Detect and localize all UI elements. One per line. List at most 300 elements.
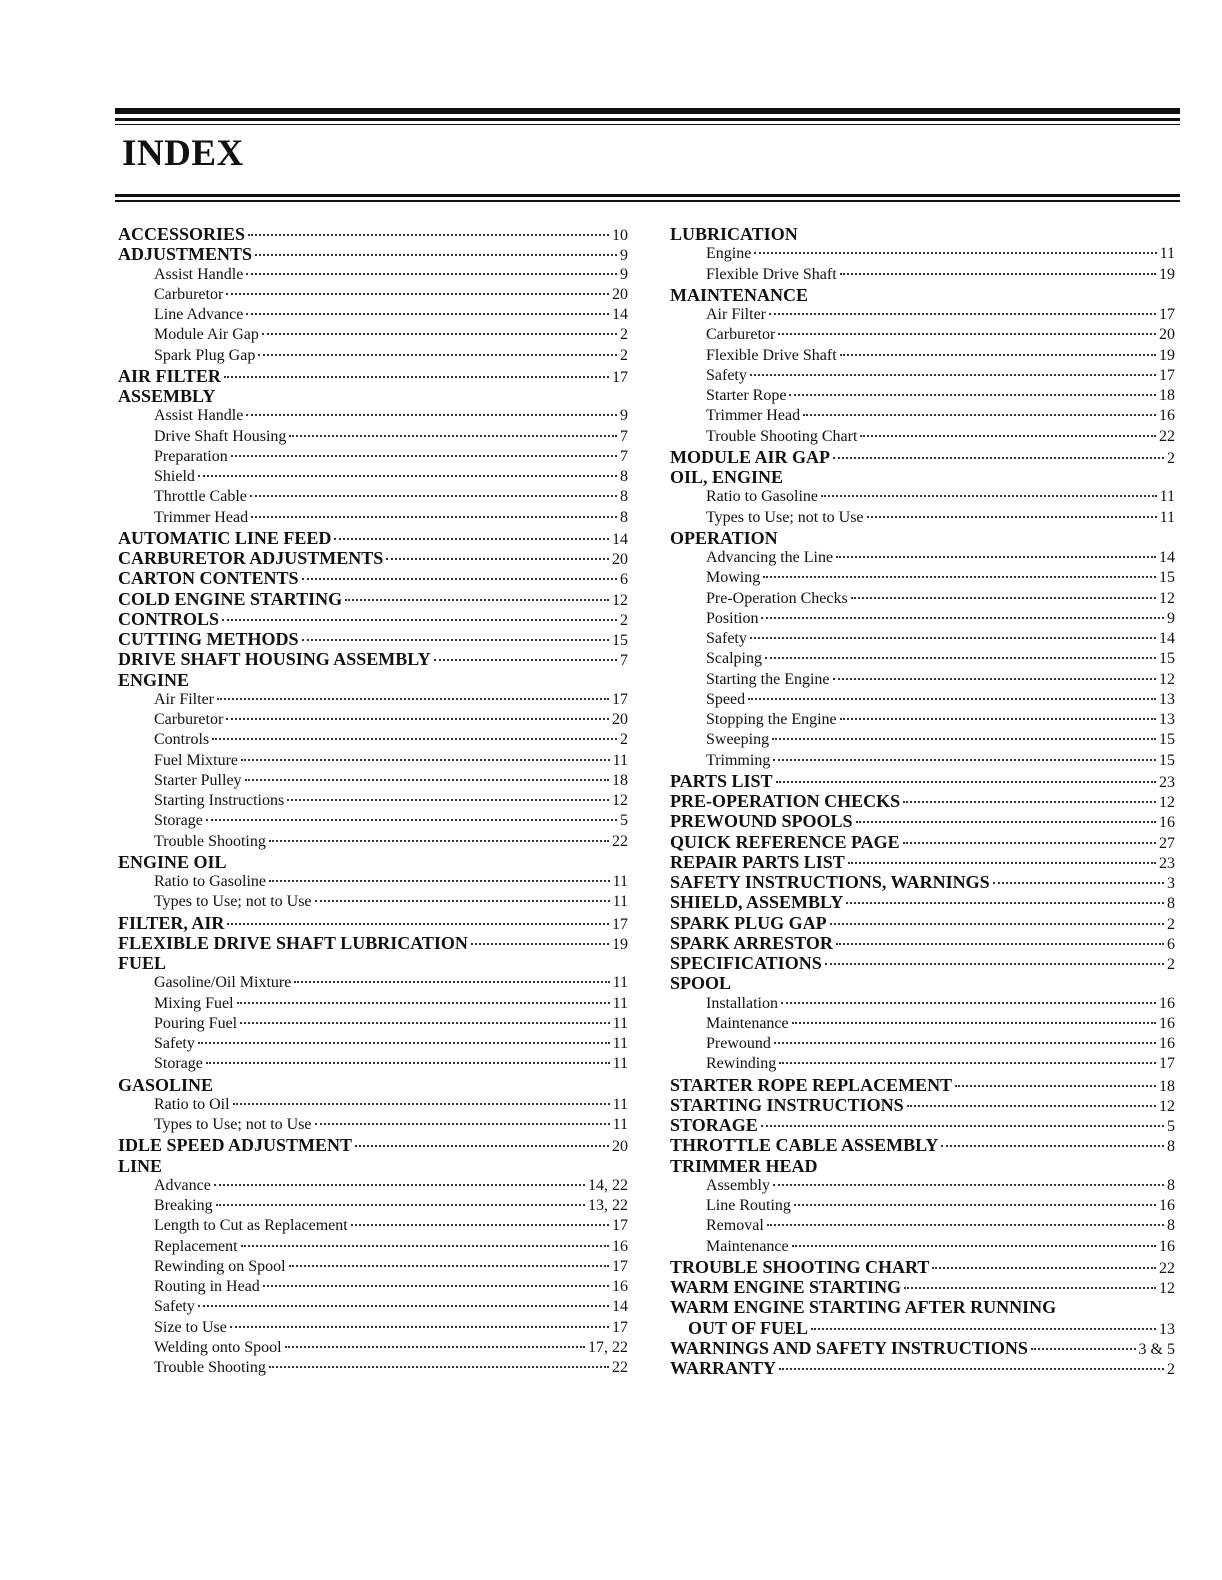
index-entry	[670, 1054, 1175, 1074]
entry-page-number: 8	[1167, 895, 1175, 913]
entry-label: Ratio to Gasoline	[154, 873, 266, 890]
dot-leader	[224, 376, 609, 378]
dot-leader	[241, 759, 610, 761]
dot-leader	[821, 495, 1157, 497]
dot-leader	[792, 1245, 1156, 1247]
dot-leader	[769, 313, 1156, 315]
dot-leader	[851, 597, 1156, 599]
entry-label: TROUBLE SHOOTING CHART	[670, 1256, 930, 1277]
dot-leader	[269, 840, 609, 842]
index-entry	[118, 670, 628, 690]
page-title: INDEX	[122, 133, 244, 174]
dot-leader	[903, 842, 1156, 844]
index-entry	[118, 953, 628, 973]
index-entry	[118, 467, 628, 487]
entry-label: ENGINE OIL	[118, 851, 227, 872]
entry-label: Advance	[154, 1176, 211, 1194]
title-rule	[115, 194, 1180, 197]
index-entry	[670, 1297, 1175, 1317]
entry-page-number: 17	[612, 1318, 628, 1336]
entry-label: MODULE AIR GAP	[670, 446, 831, 467]
dot-leader	[811, 1328, 1156, 1330]
entry-page-number: 2	[620, 731, 628, 749]
index-entry	[670, 1095, 1175, 1115]
index-entry	[118, 649, 628, 669]
dot-leader	[833, 678, 1156, 680]
index-entry	[118, 1277, 628, 1297]
entry-page-number: 6	[1167, 935, 1175, 953]
dot-leader	[840, 354, 1156, 356]
entry-page-number: 11	[612, 994, 628, 1012]
entry-page-number: 11	[1159, 488, 1175, 506]
index-entry	[670, 1216, 1175, 1236]
entry-label: CONTROLS	[118, 608, 220, 629]
index-entry	[118, 244, 628, 264]
index-entry	[118, 528, 628, 548]
dot-leader	[750, 637, 1156, 639]
dot-leader	[761, 617, 1164, 619]
index-entry	[118, 386, 628, 406]
dot-leader	[351, 1224, 609, 1226]
entry-page-number: 8	[620, 468, 628, 485]
dot-leader	[198, 475, 617, 477]
entry-label: QUICK REFERENCE PAGE	[670, 831, 900, 852]
index-entry	[118, 548, 628, 568]
top-rule	[115, 124, 1180, 125]
dot-leader	[830, 923, 1164, 925]
index-entry	[670, 832, 1175, 852]
index-entry	[118, 690, 628, 710]
dot-leader	[856, 821, 1156, 823]
entry-page-number: 14	[612, 306, 628, 323]
entry-page-number: 12	[1159, 670, 1175, 688]
entry-page-number: 18	[1159, 1077, 1175, 1095]
dot-leader	[241, 1245, 609, 1247]
entry-page-number: 10	[612, 227, 628, 244]
index-entry	[670, 467, 1175, 487]
entry-label: Welding onto Spool	[154, 1338, 282, 1356]
dot-leader	[993, 882, 1164, 884]
entry-label: WARNINGS AND SAFETY INSTRUCTIONS	[670, 1337, 1028, 1358]
dot-leader	[789, 394, 1156, 396]
entry-label: MAINTENANCE	[670, 284, 809, 305]
entry-page-number: 15	[1159, 569, 1175, 587]
entry-label: FUEL	[118, 953, 167, 973]
entry-label: Carburetor	[154, 711, 224, 728]
dot-leader	[860, 435, 1156, 437]
index-entry	[118, 406, 628, 426]
entry-page-number: 9	[620, 247, 628, 265]
index-entry	[670, 791, 1175, 811]
dot-leader	[258, 354, 617, 356]
index-entry	[118, 1338, 628, 1358]
dot-leader	[289, 1265, 609, 1267]
entry-page-number: 12	[1159, 1280, 1175, 1297]
entry-page-number: 16	[612, 1278, 628, 1295]
entry-label: TRIMMER HEAD	[670, 1155, 818, 1176]
dot-leader	[198, 1042, 610, 1044]
dot-leader	[262, 333, 617, 335]
entry-page-number: 22	[612, 1359, 628, 1376]
dot-leader	[345, 599, 609, 601]
index-entry	[670, 811, 1175, 831]
entry-page-number: 13, 22	[588, 1197, 628, 1214]
entry-page-number: 3	[1167, 875, 1175, 892]
dot-leader	[955, 1085, 1156, 1087]
entry-page-number: 22	[1159, 1259, 1175, 1277]
dot-leader	[226, 293, 609, 295]
entry-label: Engine	[706, 245, 752, 263]
dot-leader	[748, 698, 1156, 700]
entry-page-number: 12	[1159, 794, 1175, 811]
entry-page-number: 12	[612, 591, 628, 609]
dot-leader	[263, 1285, 609, 1287]
index-entry	[118, 629, 628, 649]
index-entry	[670, 1358, 1175, 1378]
entry-page-number: 14, 22	[588, 1176, 628, 1194]
index-entry	[118, 346, 628, 366]
index-entry	[118, 832, 628, 852]
index-entry	[118, 508, 628, 528]
dot-leader	[471, 943, 609, 945]
entry-page-number: 17, 22	[588, 1338, 628, 1356]
index-entry	[670, 366, 1175, 386]
dot-leader	[233, 1103, 610, 1105]
index-entry	[670, 285, 1175, 305]
index-entry	[118, 892, 628, 912]
entry-label: WARM ENGINE STARTING AFTER RUNNING	[670, 1297, 1057, 1318]
dot-leader	[230, 1326, 609, 1328]
entry-page-number: 27	[1159, 834, 1175, 852]
entry-label: Air Filter	[706, 306, 766, 323]
index-entry	[670, 244, 1175, 264]
entry-label: LINE	[118, 1155, 163, 1176]
dot-leader	[206, 1062, 610, 1064]
index-entry	[670, 1196, 1175, 1216]
index-entry	[118, 913, 628, 933]
index-entry	[118, 994, 628, 1014]
dot-leader	[255, 254, 617, 256]
index-entry	[670, 224, 1175, 244]
dot-leader	[754, 252, 1156, 254]
entry-label: Rewinding on Spool	[154, 1257, 286, 1275]
index-entry	[670, 1237, 1175, 1257]
entry-label: Types to Use; not to Use	[154, 1116, 312, 1133]
entry-label: Shield	[154, 468, 195, 485]
entry-label: Safety	[154, 1035, 195, 1052]
index-entry	[670, 973, 1175, 993]
entry-label: COLD ENGINE STARTING	[118, 588, 343, 609]
dot-leader	[772, 738, 1156, 740]
entry-page-number: 15	[1159, 751, 1175, 769]
entry-page-number: 23	[1159, 773, 1175, 791]
dot-leader	[765, 657, 1156, 659]
dot-leader	[269, 880, 610, 882]
index-entry	[670, 568, 1175, 588]
entry-page-number: 11	[612, 1095, 628, 1113]
entry-label: SHIELD, ASSEMBLY	[670, 892, 844, 913]
entry-page-number: 2	[620, 326, 628, 344]
entry-label: THROTTLE CABLE ASSEMBLY	[670, 1135, 939, 1156]
index-entry	[670, 933, 1175, 953]
entry-label: ACCESSORIES	[118, 224, 246, 244]
index-entry	[670, 508, 1175, 528]
entry-page-number: 8	[1167, 1138, 1175, 1156]
entry-page-number: 17	[1159, 1055, 1175, 1073]
entry-label: SPOOL	[670, 973, 732, 994]
dot-leader	[767, 1224, 1164, 1226]
entry-label: Carburetor	[154, 285, 224, 303]
entry-label: Maintenance	[706, 1014, 789, 1032]
entry-label: Fuel Mixture	[154, 751, 238, 769]
index-entry	[118, 1257, 628, 1277]
dot-leader	[212, 738, 617, 740]
entry-page-number: 12	[1159, 589, 1175, 607]
entry-page-number: 9	[620, 407, 628, 425]
entry-page-number: 7	[620, 652, 628, 670]
index-entry	[670, 629, 1175, 649]
entry-label: REPAIR PARTS LIST	[670, 851, 845, 872]
entry-page-number: 17	[1159, 366, 1175, 384]
entry-label: PARTS LIST	[670, 770, 773, 791]
index-entry	[670, 690, 1175, 710]
index-entry	[670, 1156, 1175, 1176]
entry-page-number: 17	[612, 1257, 628, 1275]
dot-leader	[206, 819, 617, 821]
index-entry	[670, 609, 1175, 629]
dot-leader	[774, 1042, 1156, 1044]
dot-leader	[779, 1062, 1156, 1064]
dot-leader	[222, 619, 617, 621]
dot-leader	[792, 1022, 1156, 1024]
entry-label: Rewinding	[706, 1055, 777, 1073]
entry-label: Breaking	[154, 1197, 213, 1214]
entry-page-number: 16	[1159, 994, 1175, 1012]
entry-page-number: 15	[612, 632, 628, 649]
entry-page-number: 12	[612, 792, 628, 809]
dot-leader	[776, 781, 1156, 783]
entry-page-number: 16	[1159, 1014, 1175, 1032]
entry-page-number: 16	[1159, 1197, 1175, 1214]
entry-label: WARM ENGINE STARTING	[670, 1277, 902, 1297]
entry-label: Starter Rope	[706, 387, 787, 404]
index-entry	[670, 386, 1175, 406]
index-entry	[118, 751, 628, 771]
index-entry	[670, 953, 1175, 973]
index-entry	[118, 1216, 628, 1236]
entry-page-number: 11	[612, 751, 628, 769]
index-entry	[670, 406, 1175, 426]
dot-leader	[434, 659, 617, 661]
entry-page-number: 16	[1159, 1237, 1175, 1255]
index-entry	[670, 1115, 1175, 1135]
index-entry	[118, 811, 628, 831]
entry-page-number: 13	[1159, 1320, 1175, 1338]
entry-label: Ratio to Oil	[154, 1095, 230, 1113]
entry-page-number: 6	[620, 571, 628, 589]
entry-label: STARTER ROPE REPLACEMENT	[670, 1074, 953, 1095]
entry-label: PRE-OPERATION CHECKS	[670, 791, 901, 811]
index-entry	[118, 1075, 628, 1095]
dot-leader	[763, 576, 1156, 578]
top-rule	[115, 118, 1180, 121]
index-entry	[670, 751, 1175, 771]
dot-leader	[214, 1184, 585, 1186]
dot-leader	[285, 1346, 585, 1348]
top-rule	[115, 108, 1180, 114]
entry-label: Air Filter	[154, 690, 214, 708]
entry-page-number: 2	[620, 346, 628, 364]
dot-leader	[903, 801, 1156, 803]
dot-leader	[781, 1002, 1156, 1004]
entry-page-number: 3 & 5	[1138, 1340, 1175, 1358]
index-entry	[670, 892, 1175, 912]
entry-page-number: 11	[1159, 508, 1175, 526]
entry-page-number: 16	[1159, 814, 1175, 832]
entry-page-number: 19	[1159, 346, 1175, 364]
entry-page-number: 7	[620, 427, 628, 445]
entry-label: GASOLINE	[118, 1074, 214, 1095]
entry-label: Advancing the Line	[706, 549, 834, 566]
entry-page-number: 2	[620, 611, 628, 629]
dot-leader	[848, 862, 1156, 864]
index-entry	[118, 1176, 628, 1196]
dot-leader	[250, 495, 617, 497]
entry-label: ENGINE	[118, 669, 190, 690]
entry-label: Starter Pulley	[154, 771, 242, 789]
entry-label: Trimming	[706, 751, 771, 769]
dot-leader	[846, 902, 1164, 904]
entry-label: Spark Plug Gap	[154, 346, 256, 364]
entry-page-number: 13	[1159, 690, 1175, 708]
dot-leader	[907, 1105, 1156, 1107]
entry-label: Replacement	[154, 1237, 238, 1255]
dot-leader	[246, 273, 617, 275]
entry-label: Maintenance	[706, 1237, 789, 1255]
entry-label: Controls	[154, 731, 210, 749]
entry-label: Trimmer Head	[706, 407, 801, 425]
index-entry	[670, 710, 1175, 730]
dot-leader	[833, 457, 1164, 459]
index-entry	[118, 325, 628, 345]
entry-label: IDLE SPEED ADJUSTMENT	[118, 1135, 353, 1156]
dot-leader	[231, 455, 617, 457]
dot-leader	[355, 1145, 609, 1147]
index-entry	[118, 1237, 628, 1257]
entry-label: Safety	[154, 1298, 195, 1316]
entry-page-number: 22	[1159, 427, 1175, 445]
dot-leader	[825, 963, 1164, 965]
entry-page-number: 17	[612, 690, 628, 708]
dot-leader	[761, 1125, 1164, 1127]
index-entry	[670, 325, 1175, 345]
entry-page-number: 2	[1167, 449, 1175, 467]
entry-page-number: 18	[612, 771, 628, 789]
entry-page-number: 14	[612, 530, 628, 548]
dot-leader	[836, 943, 1164, 945]
entry-label: Carburetor	[706, 326, 776, 344]
index-entry	[118, 791, 628, 811]
entry-page-number: 16	[1159, 1035, 1175, 1052]
entry-label: OIL, ENGINE	[670, 467, 784, 487]
index-entry	[118, 1095, 628, 1115]
entry-page-number: 11	[612, 1035, 628, 1052]
entry-label: Storage	[154, 812, 203, 830]
dot-leader	[237, 1002, 610, 1004]
index-entry	[118, 568, 628, 588]
entry-label: CARBURETOR ADJUSTMENTS	[118, 548, 384, 568]
entry-label: Removal	[706, 1217, 764, 1235]
entry-page-number: 17	[1159, 306, 1175, 323]
entry-page-number: 20	[612, 1138, 628, 1156]
dot-leader	[773, 1184, 1164, 1186]
dot-leader	[840, 273, 1156, 275]
dot-leader	[216, 1204, 585, 1206]
entry-page-number: 8	[1167, 1176, 1175, 1194]
entry-page-number: 11	[612, 1055, 628, 1073]
index-entry	[670, 1135, 1175, 1155]
index-entry	[118, 933, 628, 953]
entry-label: ADJUSTMENTS	[118, 244, 253, 265]
dot-leader	[245, 779, 609, 781]
index-entry	[118, 1196, 628, 1216]
entry-page-number: 9	[1167, 609, 1175, 627]
entry-label: AIR FILTER	[118, 365, 221, 386]
entry-label: Position	[706, 609, 759, 627]
dot-leader	[289, 435, 617, 437]
dot-leader	[302, 578, 617, 580]
entry-page-number: 20	[612, 285, 628, 303]
entry-label: LUBRICATION	[670, 224, 798, 244]
entry-label: DRIVE SHAFT HOUSING ASSEMBLY	[118, 649, 431, 670]
entry-page-number: 5	[620, 812, 628, 830]
index-entry	[670, 649, 1175, 669]
entry-label: Starting Instructions	[154, 792, 285, 809]
index-entry	[118, 710, 628, 730]
entry-page-number: 16	[612, 1237, 628, 1255]
index-entry	[670, 670, 1175, 690]
index-entry	[670, 913, 1175, 933]
index-entry	[118, 872, 628, 892]
entry-page-number: 2	[1167, 915, 1175, 933]
index-entry	[670, 528, 1175, 548]
entry-page-number: 8	[620, 488, 628, 506]
index-entry	[670, 1014, 1175, 1034]
index-entry	[118, 1054, 628, 1074]
entry-page-number: 19	[1159, 265, 1175, 283]
dot-leader	[217, 698, 609, 700]
index-entry	[118, 366, 628, 386]
index-entry	[670, 771, 1175, 791]
index-entry	[118, 1135, 628, 1155]
entry-label: Safety	[706, 630, 747, 647]
index-entry	[118, 285, 628, 305]
entry-page-number: 22	[612, 832, 628, 850]
index-entry	[118, 1014, 628, 1034]
entry-page-number: 20	[612, 551, 628, 568]
index-entry	[118, 589, 628, 609]
entry-page-number: 15	[1159, 731, 1175, 749]
dot-leader	[248, 234, 609, 236]
index-entry	[670, 589, 1175, 609]
index-column-left	[118, 224, 628, 1378]
index-entry	[670, 1318, 1175, 1338]
entry-label: Trouble Shooting Chart	[706, 427, 858, 445]
dot-leader	[334, 538, 609, 540]
index-entry	[118, 1297, 628, 1317]
dot-leader	[294, 981, 609, 983]
index-entry	[670, 305, 1175, 325]
